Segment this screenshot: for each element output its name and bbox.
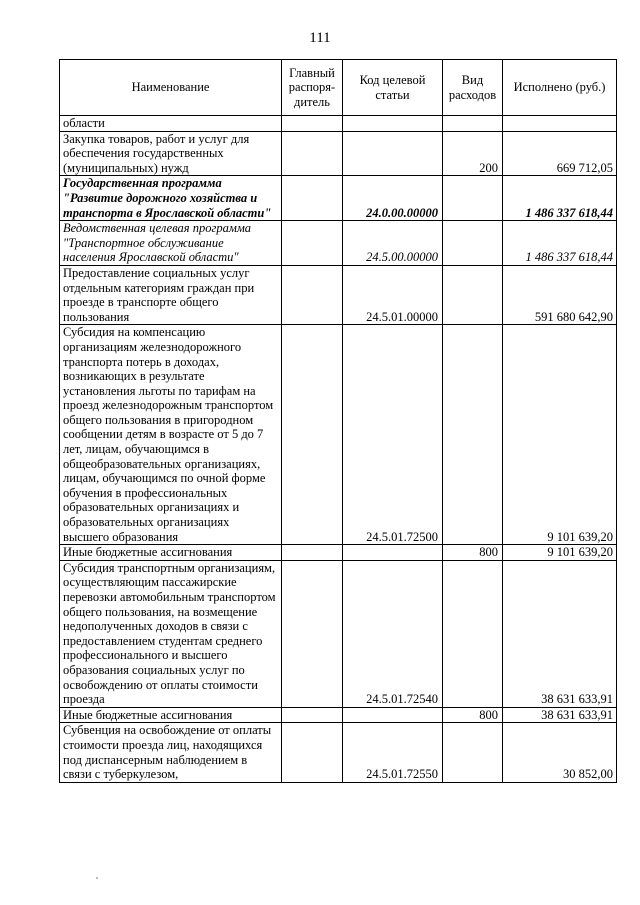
row-code: 24.5.00.00000	[343, 221, 443, 266]
table-row	[60, 560, 617, 707]
budget-table	[59, 59, 617, 783]
row-kind	[443, 325, 503, 545]
row-kind	[443, 265, 503, 324]
page-number: 111	[309, 30, 331, 46]
row-code	[343, 131, 443, 176]
row-manager	[282, 723, 343, 782]
table-row	[60, 131, 617, 176]
row-manager	[282, 325, 343, 545]
row-manager	[282, 707, 343, 723]
row-name: Предоставление социальных услуг отдельным категориям граждан при проезде в транспорте общего пользования	[60, 265, 282, 324]
row-amount: 38 631 633,91	[503, 560, 617, 707]
row-amount: 9 101 639,20	[503, 325, 617, 545]
row-manager	[282, 560, 343, 707]
table-row	[60, 116, 617, 132]
row-manager	[282, 116, 343, 132]
row-manager	[282, 176, 343, 221]
row-amount: 9 101 639,20	[503, 545, 617, 561]
table-row	[60, 545, 617, 561]
table-row	[60, 707, 617, 723]
header-manager: Главный распоря-дитель	[282, 60, 343, 116]
row-kind: 800	[443, 545, 503, 561]
row-kind	[443, 176, 503, 221]
row-name: Ведомственная целевая программа "Транспортное обслуживание населения Ярославской области"	[60, 221, 282, 266]
row-kind	[443, 221, 503, 266]
row-amount: 669 712,05	[503, 131, 617, 176]
scan-speck	[96, 877, 98, 879]
row-name: Субвенция на освобождение от оплаты стоимости проезда лиц, находящихся под диспансерным наблюдением в связи с туберкулезом,	[60, 723, 282, 782]
row-amount	[503, 116, 617, 132]
table-row	[60, 221, 617, 266]
row-kind	[443, 560, 503, 707]
row-name: Закупка товаров, работ и услуг для обеспечения государственных (муниципальных) нужд	[60, 131, 282, 176]
row-name: Иные бюджетные ассигнования	[60, 707, 282, 723]
row-code	[343, 545, 443, 561]
header-target-code: Код целевой статьи	[343, 60, 443, 116]
row-manager	[282, 545, 343, 561]
row-code: 24.0.00.00000	[343, 176, 443, 221]
header-executed: Исполнено (руб.)	[503, 60, 617, 116]
row-kind	[443, 116, 503, 132]
row-amount: 38 631 633,91	[503, 707, 617, 723]
row-name: Субсидия на компенсацию организациям железнодорожного транспорта потерь в доходах, возникающих в результате установления льготы по тарифам на проезд железнодорожным транспортом общего пользования в пригородном сообщении детям в возрасте от 5 до 7 лет, лицам, обучающимся в общеобразовательных организациях, лицам, обучающимся по очной форме обучения в профессиональных образовательных организациях и образовательных организациях высшего образования	[60, 325, 282, 545]
row-code: 24.5.01.72550	[343, 723, 443, 782]
row-kind: 800	[443, 707, 503, 723]
table-header-row	[60, 60, 617, 116]
row-amount: 1 486 337 618,44	[503, 221, 617, 266]
row-code: 24.5.01.72500	[343, 325, 443, 545]
table-row	[60, 325, 617, 545]
row-code	[343, 116, 443, 132]
row-name: Субсидия транспортным организациям, осуществляющим пассажирские перевозки автомобильным транспортом общего пользования, на возмещение недополученных доходов в связи с предоставлением студентам среднего профессионального и высшего образования социальных услуг по освобождению от оплаты стоимости проезда	[60, 560, 282, 707]
row-amount: 1 486 337 618,44	[503, 176, 617, 221]
row-amount: 591 680 642,90	[503, 265, 617, 324]
header-expense-type: Вид расходов	[443, 60, 503, 116]
row-name: области	[60, 116, 282, 132]
row-kind: 200	[443, 131, 503, 176]
row-kind	[443, 723, 503, 782]
row-amount: 30 852,00	[503, 723, 617, 782]
row-name: Государственная программа "Развитие дорожного хозяйства и транспорта в Ярославской области"	[60, 176, 282, 221]
row-manager	[282, 221, 343, 266]
row-manager	[282, 265, 343, 324]
row-name: Иные бюджетные ассигнования	[60, 545, 282, 561]
row-code: 24.5.01.00000	[343, 265, 443, 324]
row-code: 24.5.01.72540	[343, 560, 443, 707]
row-manager	[282, 131, 343, 176]
table-row	[60, 265, 617, 324]
row-code	[343, 707, 443, 723]
table-row	[60, 723, 617, 782]
table-row	[60, 176, 617, 221]
header-name: Наименование	[60, 60, 282, 116]
